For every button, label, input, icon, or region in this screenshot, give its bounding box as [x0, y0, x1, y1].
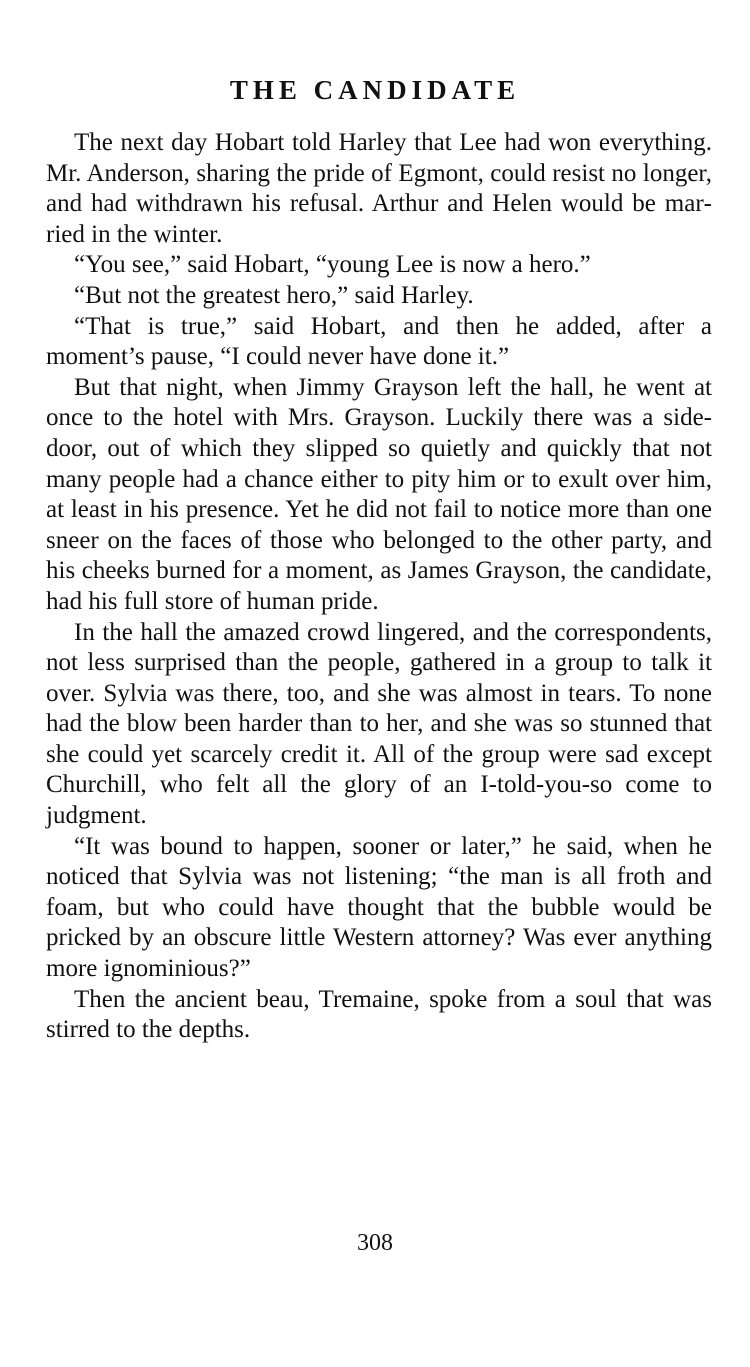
paragraph: In the hall the amazed crowd lingered, and the correspondents, not less surprised than the people, gathered in a group to talk it over. Sylvia was there, too, and she was almost in tears. To none had the blow been harder than to her, and she was so stunned that she could yet scarcely credit it. All of the group were sad except Churchill, who felt all the glory of an I-told-you-so come to judgment. — [46, 618, 712, 830]
paragraph: “But not the greatest hero,” said Harley. — [74, 281, 474, 309]
running-title: THE CANDIDATE — [229, 75, 521, 105]
paragraph: But that night, when Jimmy Grayson left the hall, he went at once to the hotel with Mrs. Grayson. Luckily there was a side-door, out of which they slipped so quietly and quickly that not many people had a chance either to pity him or to exult over him, at least in his presence. Yet he did not fail to notice more than one sneer on the faces of those who belonged to the other party, and his cheeks burned for a moment, as James Grayson, the candidate, had his full store of human pride. — [46, 373, 712, 615]
paragraph: “You see,” said Hobart, “young Lee is now a hero.” — [74, 251, 591, 279]
page-body — [46, 128, 712, 1046]
paragraph: “That is true,” said Hobart, and then he added, after a moment’s pause, “I could never have done it.” — [46, 312, 712, 371]
page-number: 308 — [357, 1230, 393, 1256]
paragraph: Then the ancient beau, Tremaine, spoke from a soul that was stirred to the depths. — [46, 985, 712, 1044]
paragraph: The next day Hobart told Harley that Lee had won everything. Mr. Anderson, sharing the pride of Egmont, could resist no longer, and had withdrawn his refusal. Arthur and Helen would be married in the winter. — [46, 129, 712, 248]
paragraph: “It was bound to happen, sooner or later,” he said, when he noticed that Sylvia was not listening; “the man is all froth and foam, but who could have thought that the bubble would be pricked by an obscure little Western attorney? Was ever anything more ignominious?” — [46, 832, 712, 983]
